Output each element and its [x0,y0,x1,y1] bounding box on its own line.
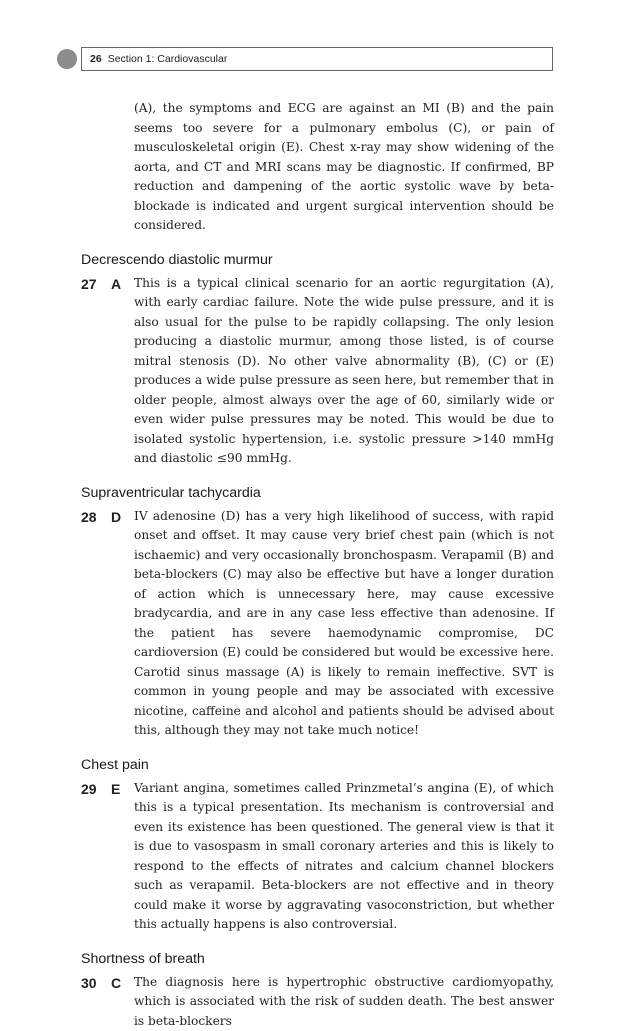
answer-block [81,973,554,1031]
explanation-text: The diagnosis here is hypertrophic obstructive cardiomyopathy, which is associated with the risk of sudden death. The best answer is beta-blockers [134,973,554,1031]
question-number: 30 [81,973,111,993]
section-29 [81,755,554,935]
section-heading: Decrescendo diastolic murmur [81,250,554,270]
page-number: 26 [90,53,102,65]
question-number: 28 [81,507,111,527]
explanation-text: This is a typical clinical scenario for an aortic regurgitation (A), with early cardiac failure. Note the wide pulse pressure, and it is also usual for the pulse to be rapidly collapsing. The only lesion producing a diastolic murmur, among those listed, is of course mitral stenosis (D). No other valve abnormality (B), (C) or (E) produces a wide pulse pressure as seen here, but remember that in older people, almost always over the age of 60, similarly wide or even wider pulse pressures may be noted. This would be due to isolated systolic hypertension, i.e. systolic pressure >140 mmHg and diastolic ≤90 mmHg. [134,274,554,469]
answer-block [81,274,554,469]
answer-letter: D [111,507,134,527]
question-number: 29 [81,779,111,799]
answer-block [81,507,554,741]
running-header [81,47,553,71]
section-title: Section 1: Cardiovascular [108,53,228,65]
section-30 [81,949,554,1031]
section-heading: Supraventricular tachycardia [81,483,554,503]
continued-paragraph: (A), the symptoms and ECG are against an MI (B) and the pain seems too severe for a pulmonary embolus (C), or pain of musculoskeletal origin (E). Chest x-ray may show widening of the aorta, and CT and MRI scans may be diagnostic. If confirmed, BP reduction and dampening of the aortic systolic wave by beta-blockade is indicated and urgent surgical intervention should be considered. [81,99,554,236]
answer-letter: E [111,779,134,799]
answer-letter: C [111,973,134,993]
explanation-text: Variant angina, sometimes called Prinzmetal’s angina (E), of which this is a typical presentation. Its mechanism is controversial and even its existence has been questioned. The general view is that it is due to vasospasm in small coronary arteries and this is likely to respond to the effects of nitrates and calcium channel blockers such as verapamil. Beta-blockers are not effective and in theory could make it worse by aggravating vasoconstriction, but whether this actually happens is also controversial. [134,779,554,935]
explanation-text: IV adenosine (D) has a very high likelihood of success, with rapid onset and offset. It may cause very brief chest pain (which is not ischaemic) and very occasionally bronchospasm. Verapamil (B) and beta-blockers (C) may also be effective but have a longer duration of action which is unnecessary here, may cause excessive bradycardia, and are in any case less effective than adenosine. If the patient has severe haemodynamic compromise, DC cardioversion (E) could be considered but would be excessive here. Carotid sinus massage (A) is likely to remain ineffective. SVT is common in young people and may be associated with excessive nicotine, caffeine and alcohol and patients should be advised about this, although they may not take much notice! [134,507,554,741]
page-body [81,99,554,1031]
section-27 [81,250,554,469]
header-circle-marker [57,49,77,69]
answer-block [81,779,554,935]
question-number: 27 [81,274,111,294]
section-heading: Shortness of breath [81,949,554,969]
section-28 [81,483,554,741]
section-heading: Chest pain [81,755,554,775]
answer-letter: A [111,274,134,294]
